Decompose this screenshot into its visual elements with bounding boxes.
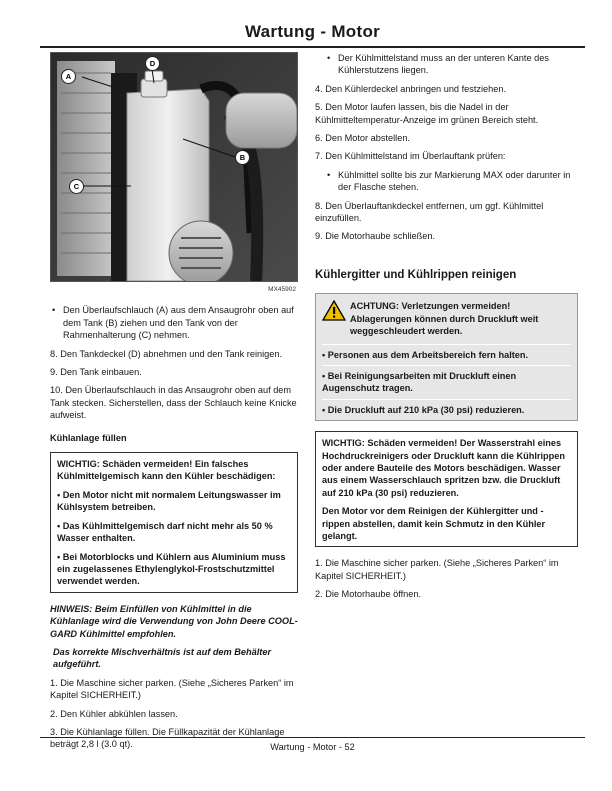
coolant-warning-item-1: • Den Motor nicht mit normalem Leitungswasser im Kühlsystem betreiben.	[57, 489, 281, 513]
caution-header	[322, 300, 571, 337]
bullet-overflow-hose: • Den Überlaufschlauch (A) aus dem Ansaugrohr oben auf dem Tank (B) ziehen und den Tank von der Rahmenhalterung (C) nehmen.	[50, 304, 298, 341]
cleaning-warning-text-2: Den Motor vor dem Reinigen der Kühlergitter und -rippen abstellen, damit kein Schmutz in den Kühler gelangt.	[322, 506, 546, 541]
step-10-left: 10. Den Überlaufschlauch in das Ansaugrohr oben auf dem Tank stecken. Sicherstellen, dass der Schlauch keine Knicke aufweist.	[50, 385, 297, 421]
page-title: Wartung - Motor	[244, 22, 381, 41]
callout-c: C	[69, 179, 84, 194]
section-heading-clean-radiator: Kühlergitter und Kühlrippen reinigen	[315, 268, 517, 281]
step-9-left: 9. Den Tank einbauen.	[50, 367, 142, 378]
step-2-left: 2. Den Kühler abkühlen lassen.	[50, 708, 178, 719]
page-header	[40, 18, 585, 48]
figure-id: MX45902	[268, 286, 296, 293]
note-mix-ratio: Das korrekte Mischverhältnis ist auf dem Behälter aufgeführt.	[53, 646, 272, 670]
caution-box	[315, 293, 578, 421]
step-7-right: 7. Den Kühlmittelstand im Überlauftank prüfen:	[315, 151, 506, 162]
coolant-warning-item-3: • Bei Motorblocks und Kühlern aus Aluminium muss ein zugelassenes Ethylenglykol-Frostschutzmittel verwendet werden.	[57, 551, 286, 587]
bullet-coolant-level: • Der Kühlmittelstand muss an der unteren Kante des Kühlerstutzens liegen.	[325, 52, 578, 77]
note-coolgard: HINWEIS: Beim Einfüllen von Kühlmittel in die Kühlanlage wird die Verwendung von John Deere COOL-GARD Kühlmittel empfohlen.	[50, 603, 298, 639]
engine-coolant-tank-photo	[50, 52, 298, 282]
cleaning-warning-box	[315, 431, 578, 547]
photo-illustration	[51, 53, 297, 281]
step-6-right: 6. Den Motor abstellen.	[315, 133, 410, 144]
left-column	[50, 52, 298, 757]
caution-item-2: • Bei Reinigungsarbeiten mit Druckluft einen Augenschutz tragen.	[322, 365, 571, 395]
step-2-right: 2. Die Motorhaube öffnen.	[315, 589, 422, 600]
footer-rule	[40, 737, 585, 738]
callout-d: D	[145, 56, 160, 71]
step-9-right: 9. Die Motorhaube schließen.	[315, 231, 436, 242]
bullet-max-mark: • Kühlmittel sollte bis zur Markierung MAX oder darunter in der Flasche stehen.	[325, 169, 578, 194]
cleaning-warning-text-1: WICHTIG: Schäden vermeiden! Der Wasserstrahl eines Hochdruckreinigers oder Druckluft kann die Kühlrippen oder andere Bauteile des Motors beschädigen. Wasser aus einem Wasserschlauch spritzen bzw. die Druckluft auf 210 kPa (30 psi) reduzieren.	[322, 438, 565, 498]
step-4-right: 4. Den Kühlerdeckel anbringen und festziehen.	[315, 83, 507, 94]
step-8-right: 8. Den Überlauftankdeckel entfernen, um ggf. Kühlmittel einzufüllen.	[315, 200, 544, 224]
step-8-left: 8. Den Tankdeckel (D) abnehmen und den Tank reinigen.	[50, 348, 283, 359]
step-3-left: 3. Die Kühlanlage füllen. Die Füllkapazität der Kühlanlage beträgt 2,8 l (3.0 qt).	[50, 726, 285, 750]
coolant-warning-item-2: • Das Kühlmittelgemisch darf nicht mehr als 50 % Wasser enthalten.	[57, 520, 273, 544]
page-footer: Wartung - Motor - 52	[270, 742, 355, 752]
right-column	[315, 52, 578, 607]
subheading-fill-coolant: Kühlanlage füllen	[50, 432, 127, 443]
callout-a: A	[61, 69, 76, 84]
warning-triangle-icon	[322, 300, 346, 321]
caution-item-3: • Die Druckluft auf 210 kPa (30 psi) reduzieren.	[322, 399, 571, 416]
coolant-warning-box	[50, 452, 298, 593]
coolant-warning-title: WICHTIG: Schäden vermeiden! Ein falsches Kühlmittelgemisch kann den Kühler beschädigen:	[57, 459, 276, 482]
caution-title: ACHTUNG: Verletzungen vermeiden! Ablagerungen können durch Druckluft weit weggeschleudert werden.	[350, 301, 539, 337]
step-1-left: 1. Die Maschine sicher parken. (Siehe „Sicheres Parken“ im Kapitel SICHERHEIT.)	[50, 677, 294, 701]
caution-item-1: • Personen aus dem Arbeitsbereich fern halten.	[322, 344, 571, 361]
step-5-right: 5. Den Motor laufen lassen, bis die Nadel in der Kühlmitteltemperatur-Anzeige im grünen Bereich steht.	[315, 102, 539, 125]
callout-b: B	[235, 150, 250, 165]
step-1-right: 1. Die Maschine sicher parken. (Siehe „Sicheres Parken“ im Kapitel SICHERHEIT.)	[315, 558, 559, 581]
